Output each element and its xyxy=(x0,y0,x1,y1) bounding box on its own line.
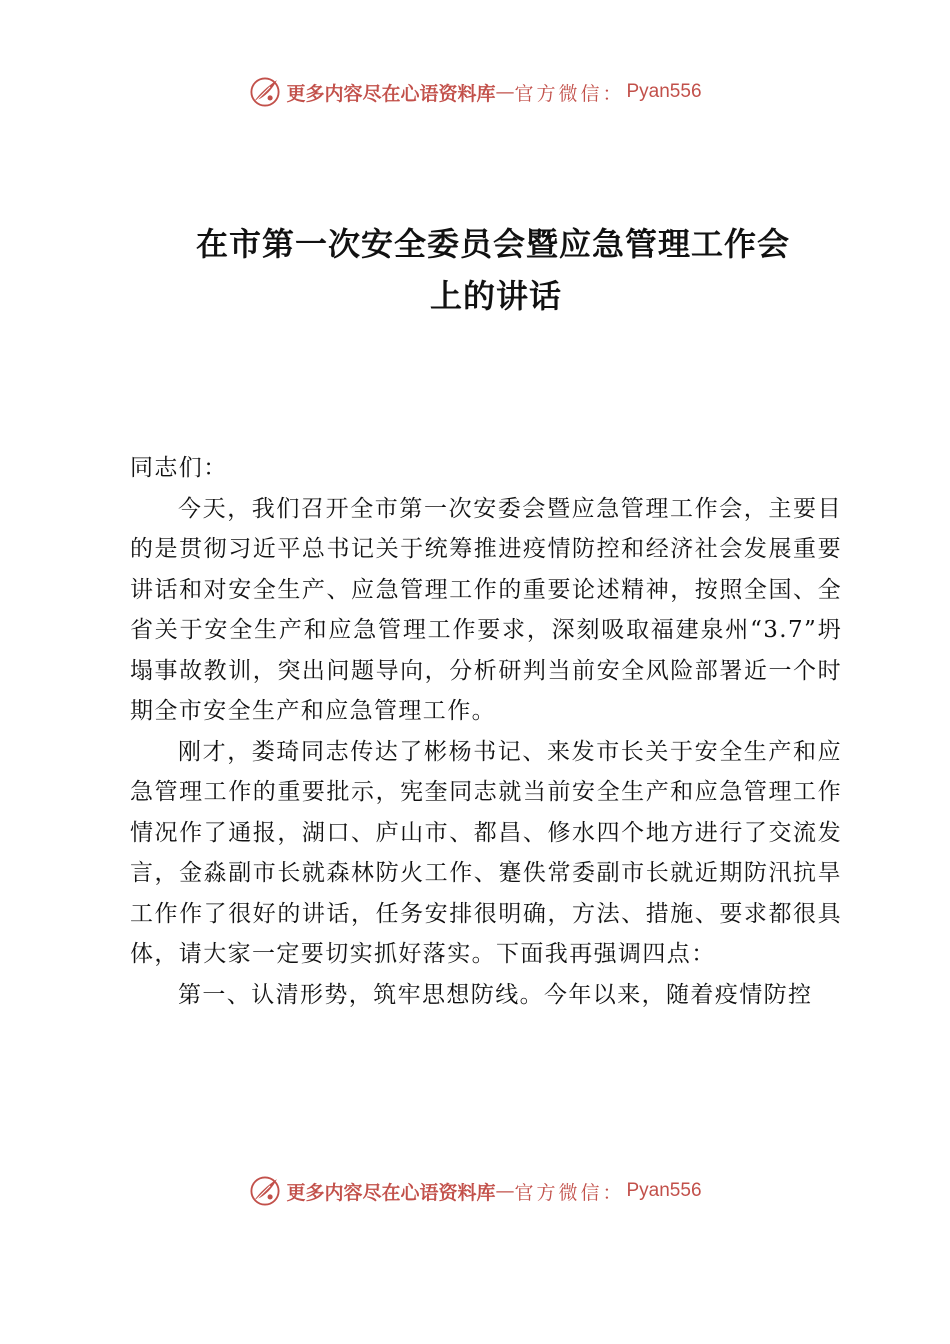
banner-wechat-label: 官方微信： xyxy=(514,82,625,105)
feather-pen-logo-icon xyxy=(248,75,282,109)
document-body xyxy=(130,448,842,1015)
paragraph-2: 刚才，娄琦同志传达了彬杨书记、来发市长关于安全生产和应急管理工作的重要批示，宪奎同志就当前安全生产和应急管理工作情况作了通报，湖口、庐山市、都昌、修水四个地方进行了交流发言，金淼副市长就森林防火工作、蹇佚常委副市长就近期防汛抗旱工作作了很好的讲话，任务安排很明确，方法、措施、要求都很具体，请大家一定要切实抓好落实。下面我再强调四点： xyxy=(130,738,842,967)
paragraph-1: 今天，我们召开全市第一次安委会暨应急管理工作会，主要目的是贯彻习近平总书记关于统筹推进疫情防控和经济社会发展重要讲话和对安全生产、应急管理工作的重要论述精神，按照全国、全省关于安全生产和应急管理工作要求，深刻吸取福建泉州“3.7”坍塌事故教训，突出问题导向，分析研判当前安全风险部署近一个时期全市安全生产和应急管理工作。 xyxy=(130,495,842,724)
document-title xyxy=(196,218,856,322)
footer-banner xyxy=(0,1171,950,1211)
banner-wechat-id: Pyan556 xyxy=(626,1180,702,1201)
banner-main-text: 更多内容尽在心语资料库 xyxy=(286,82,496,105)
banner-main-text: 更多内容尽在心语资料库 xyxy=(286,1181,496,1204)
banner-wechat-label: 官方微信： xyxy=(514,1181,625,1204)
title-line-2: 上的讲话 xyxy=(430,277,563,315)
banner-wechat-id: Pyan556 xyxy=(626,81,702,102)
paragraph-3: 第一、认清形势，筑牢思想防线。今年以来，随着疫情防控 xyxy=(178,981,813,1008)
feather-pen-logo-icon xyxy=(248,1174,282,1208)
banner-dash: — xyxy=(495,1180,515,1202)
title-line-1: 在市第一次安全委员会暨应急管理工作会 xyxy=(196,225,791,263)
salutation: 同志们： xyxy=(130,455,228,481)
header-banner xyxy=(0,72,950,112)
banner-dash: — xyxy=(495,81,515,103)
